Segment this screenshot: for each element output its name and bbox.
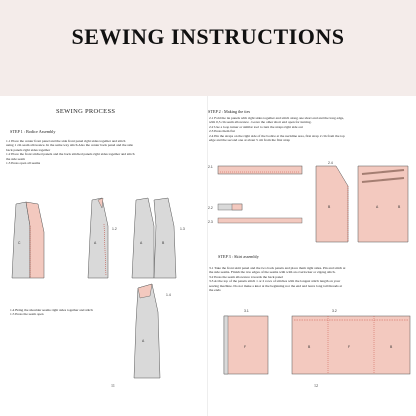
step3-text — [209, 266, 414, 292]
fig-label-c: C — [18, 241, 21, 245]
tie-turning — [232, 204, 242, 210]
bodice-left — [316, 166, 348, 242]
shoulder-seam-area — [138, 284, 152, 298]
step1-text — [6, 139, 204, 165]
step1-title: STEP 1 : Bodice Assembly — [10, 129, 56, 134]
fig-label-1-4: 1.4 — [166, 293, 171, 297]
text-line: edge and the second one at about 5 cm from the first strap — [209, 137, 291, 142]
bodice-diagram — [4, 196, 204, 286]
step2-text — [209, 116, 414, 142]
fig-label-b: B — [328, 205, 331, 209]
fig-label-3-2: 3.2 — [332, 309, 337, 313]
text-line: 1.2 Place the front stiched panels and the back stitched panels right sides together and stitch — [6, 152, 135, 157]
text-line: 3.2 Press the seam allowance towards the back panel — [209, 274, 283, 279]
fig-label-a: A — [376, 205, 379, 209]
fig-label-2-3: 2.3 — [208, 220, 213, 224]
bodice-panel-c — [12, 202, 30, 278]
fig-label-f: F — [348, 345, 351, 349]
text-line: 3.1 Take the front skirt panel and the two back panels and place them right sides. Pin and stitch at — [209, 266, 346, 270]
text-line: 2.3 Press them flat — [209, 129, 236, 134]
text-line: 1.5 Press the seam open — [10, 312, 44, 317]
bodice-back-panel — [88, 198, 108, 278]
skirt-diagram — [208, 308, 414, 380]
fig-label-b: B — [398, 205, 401, 209]
tie-pressed — [218, 218, 302, 223]
bodice-panel-right — [154, 198, 176, 278]
page-number-left: 11 — [111, 383, 115, 388]
section-heading: SEWING PROCESS — [56, 108, 116, 115]
fig-label-1-3: 1.3 — [180, 227, 185, 231]
fig-label-b: B — [390, 345, 393, 349]
text-line: 2.2 Use a loop turner or similar tool to turn the straps right side out — [209, 124, 303, 129]
fig-label-2-2: 2.2 — [208, 206, 213, 210]
text-line: back panels right sides together — [6, 147, 51, 152]
bodice-shoulder-diagram — [130, 282, 190, 382]
text-line: 1.1 Place the center front panel and the side front panel right sides together and stitch — [6, 139, 126, 143]
text-line: using 1 cm seam allowance. In the same way stitch Also the center back panel and the side — [6, 143, 133, 148]
text-line: 2.1 Fold the tie panels with right sides together and stitch along one short end and the long edge, — [209, 116, 345, 120]
fig-label-a: A — [94, 241, 97, 245]
page-number-right: 12 — [314, 383, 318, 388]
text-line: 3.3 At the top of the panels stitch 1 or 2 rows of stitches with the longest stitch length on your — [209, 279, 341, 284]
text-line: 1.3 Press open all seams — [6, 160, 41, 165]
page-title: SEWING INSTRUCTIONS — [71, 24, 345, 49]
text-line: 2.4 Pin the straps on the right side of the bodice at the neckline area, first strap 2 cm from the top — [209, 133, 345, 138]
ties-diagram — [208, 160, 414, 250]
fig-label-3-1: 3.1 — [244, 309, 249, 313]
fig-label-f: F — [244, 345, 247, 349]
step3-title: STEP 3 : Skirt assembly — [218, 254, 259, 259]
text-line: the ends — [209, 287, 221, 292]
text-line: the side seams. Finish the raw edges of the seams with with an overlocker or zigzag stitch. — [209, 270, 336, 275]
text-line: 1.4 Bring the shoulder seams right sides together and stitch — [10, 308, 93, 312]
fig-label-b: B — [162, 241, 165, 245]
text-line: with 0,5 cm seam allowance . Leave the other short end open for turning. — [209, 120, 312, 125]
step2-title: STEP 2 : Making the ties — [208, 109, 251, 114]
bodice-front — [134, 284, 160, 378]
text-line: sewing machine. Do not make a knot at the beginning nor the end and leave long tail threads at — [209, 283, 343, 288]
fig-label-2-4: 2.4 — [328, 161, 333, 165]
fig-label-a: A — [140, 241, 143, 245]
text-line: the side seam — [6, 156, 25, 161]
skirt-back-edge — [224, 316, 228, 374]
fig-label-a: A — [142, 339, 145, 343]
fig-label-1-2: 1.2 — [112, 227, 117, 231]
tie-strap — [218, 166, 302, 174]
fig-label-b: B — [308, 345, 311, 349]
bodice-panel-left — [132, 198, 154, 278]
fig-label-2-1: 2.1 — [208, 165, 213, 169]
document-spread — [0, 96, 416, 416]
